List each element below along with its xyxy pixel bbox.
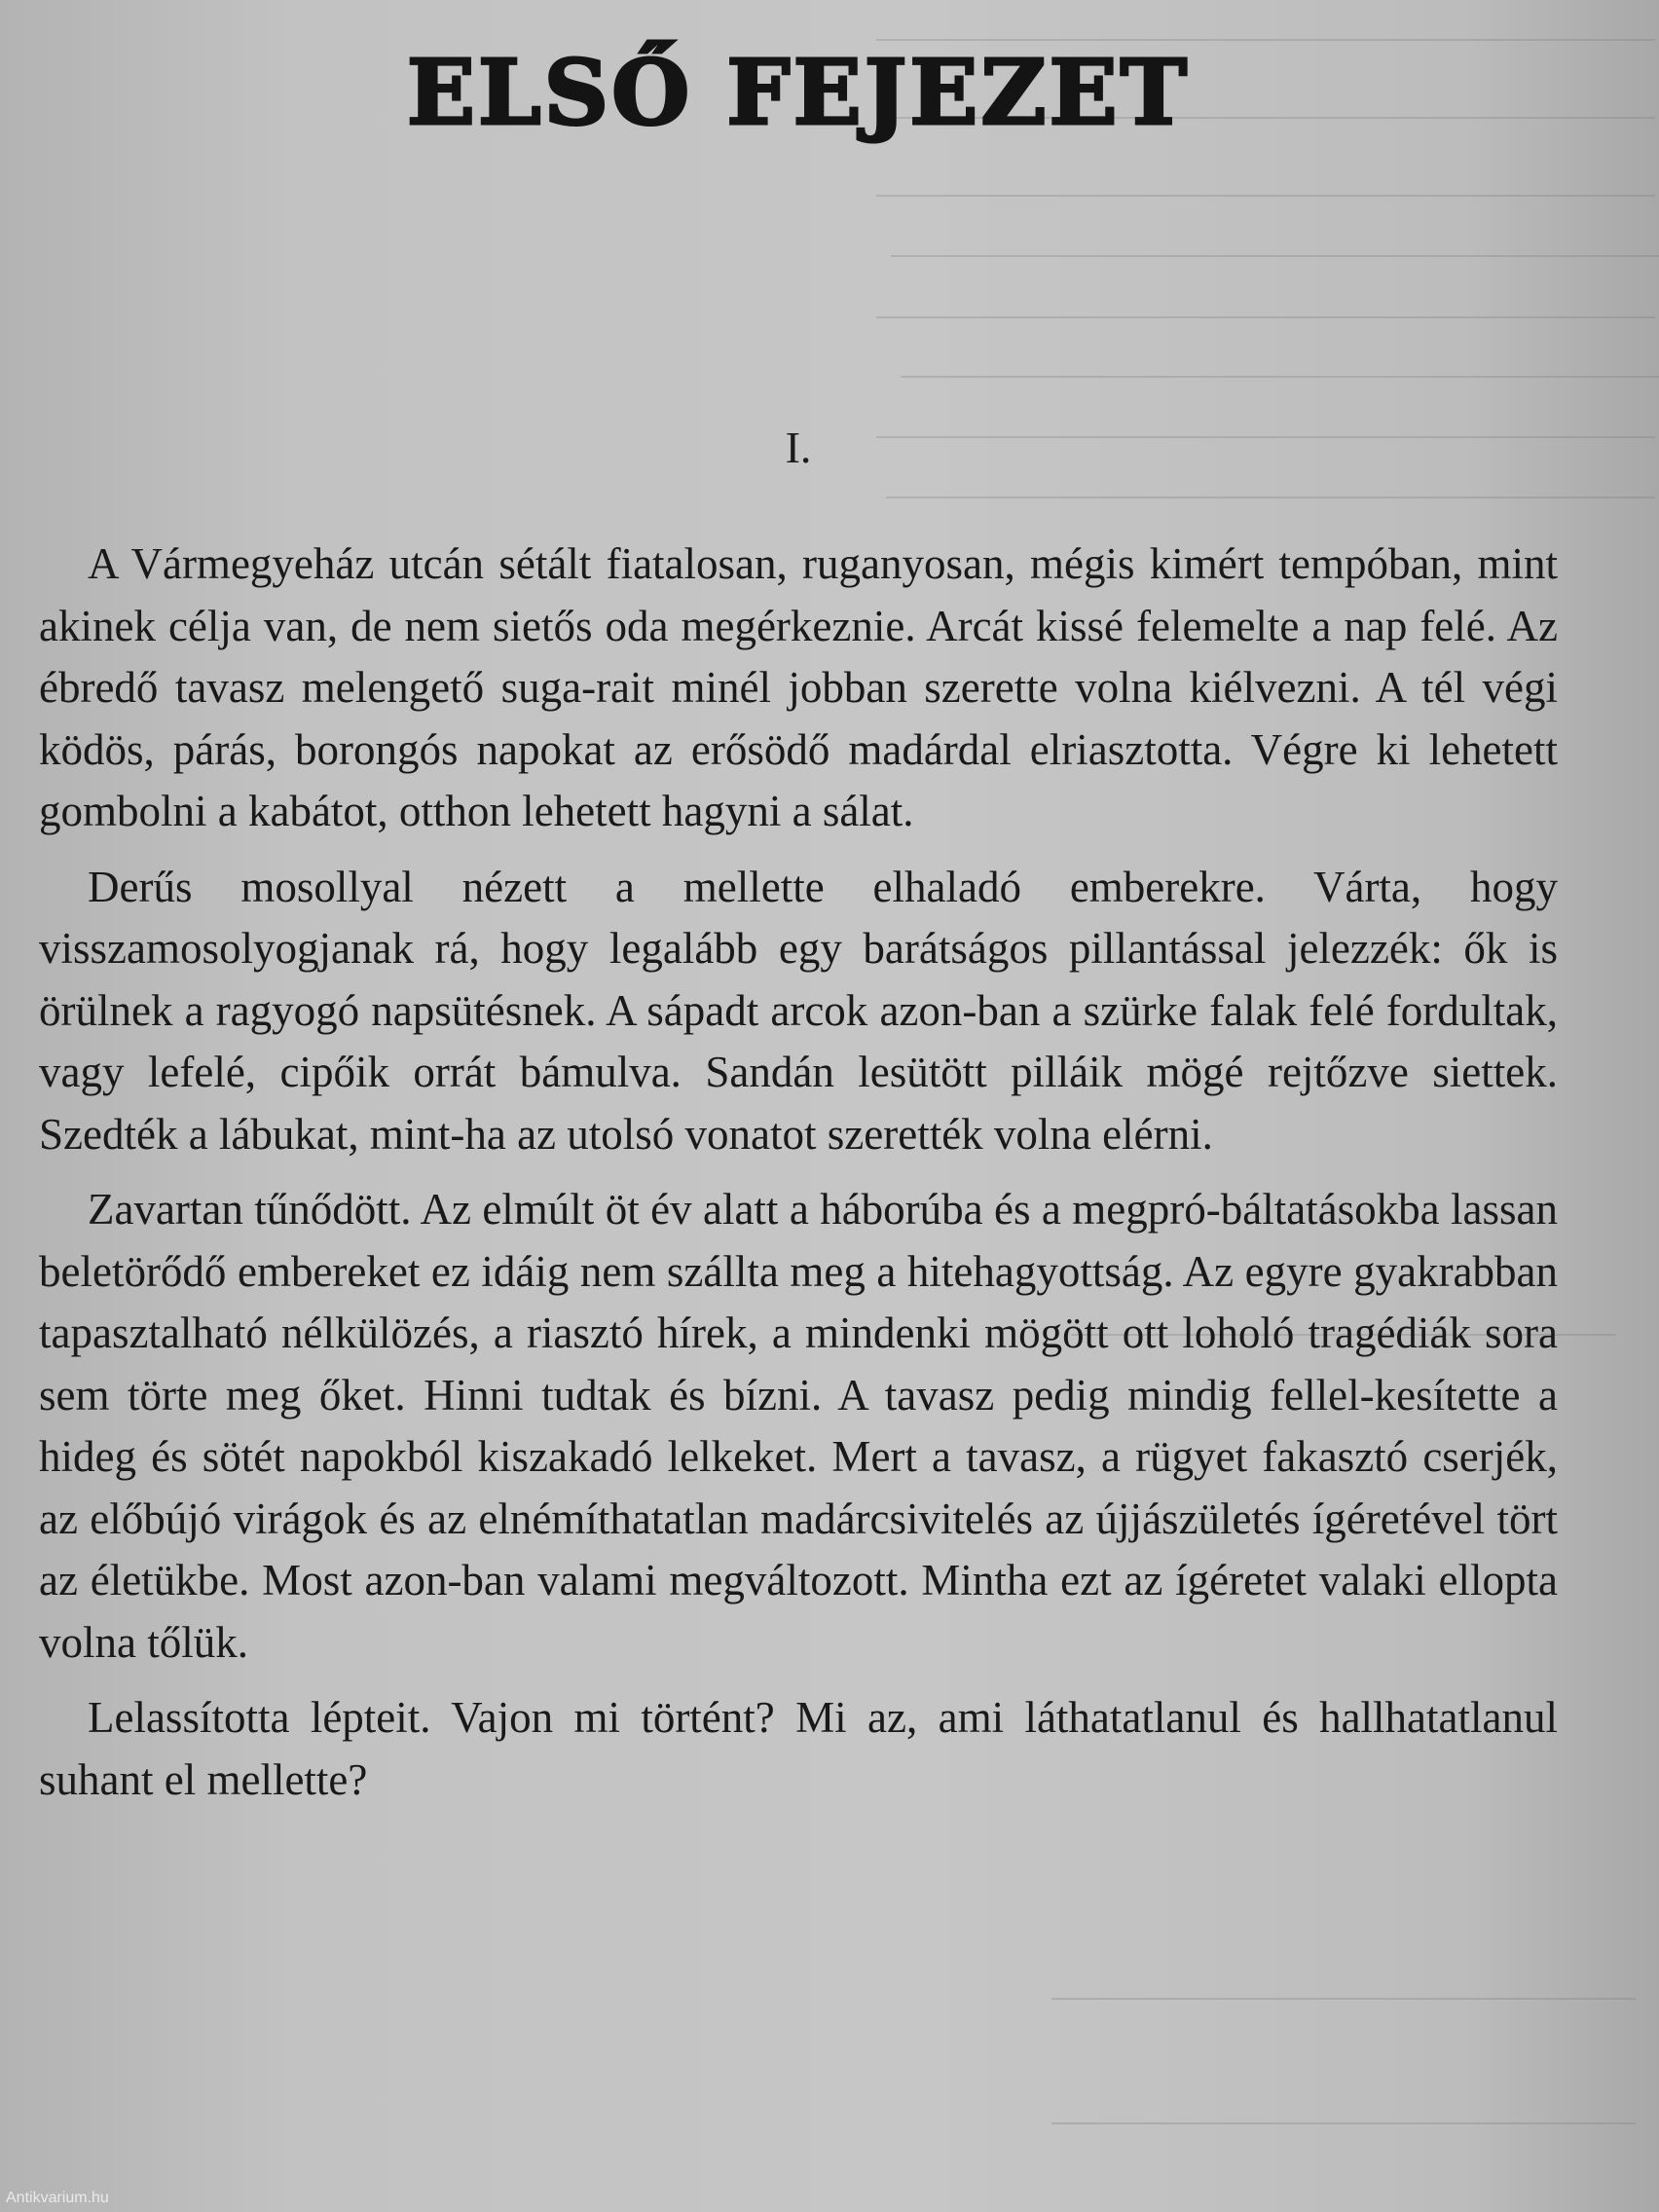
bleed-line: [1051, 2122, 1636, 2124]
watermark: Antikvarium.hu: [6, 2190, 109, 2206]
bleed-line: [876, 316, 1655, 318]
body-text: [39, 534, 1558, 1825]
bleed-line: [1051, 1998, 1636, 2000]
bleed-line: [886, 497, 1655, 498]
chapter-title: ELSŐ FEJEZET: [406, 40, 1191, 145]
paragraph: Derűs mosollyal nézett a mellette elhaladó emberekre. Várta, hogy visszamosolyogjanak rá, hogy legalább egy barátságos pillantással jelezzék: ők is örülnek a ragyogó napsütésnek. A sápadt arcok azon-ban a szürke falak felé fordultak, vagy lefelé, cipőik orrát bámulva. Sandán lesütött pilláik mögé rejtőzve siettek. Szedték a lábukat, mint-ha az utolsó vonatot szerették volna elérni.: [39, 862, 1558, 1159]
paragraph: A Vármegyeház utcán sétált fiatalosan, ruganyosan, mégis kimért tempóban, mint akinek célja van, de nem sietős oda megérkeznie. Arcát kissé felemelte a nap felé. Az ébredő tavasz melengető suga-rait minél jobban szerette volna kiélvezni. A tél végi ködös, párás, borongós napokat az erősödő madárdal elriasztotta. Végre ki lehetett gombolni a kabátot, otthon lehetett hagyni a sálat.: [39, 539, 1558, 835]
paragraph: Lelassította lépteit. Vajon mi történt? Mi az, ami láthatatlanul és hallhatatlanul suhant el mellette?: [39, 1693, 1558, 1804]
bleed-line: [891, 255, 1659, 257]
bleed-line: [876, 195, 1655, 197]
section-number: I.: [785, 423, 812, 472]
bleed-line: [901, 376, 1659, 378]
paragraph: Zavartan tűnődött. Az elmúlt öt év alatt a háborúba és a megpró-báltatásokba lassan beletörődő embereket ez idáig nem szállta meg a hitehagyottság. Az egyre gyakrabban tapasztalható nélkülözés, a riasztó hírek, a mindenki mögött ott loholó tragédiák sora sem törte meg őket. Hinni tudtak és bízni. A tavasz pedig mindig fellel-kesítette a hideg és sötét napokból kiszakadó lelkeket. Mert a tavasz, a rügyet fakasztó cserjék, az előbújó virágok és az elnémíthatatlan madárcsivitelés az újjászületés ígéretével tört az életükbe. Most azon-ban valami megváltozott. Mintha ezt az ígéretet valaki ellopta volna tőlük.: [39, 1185, 1558, 1667]
